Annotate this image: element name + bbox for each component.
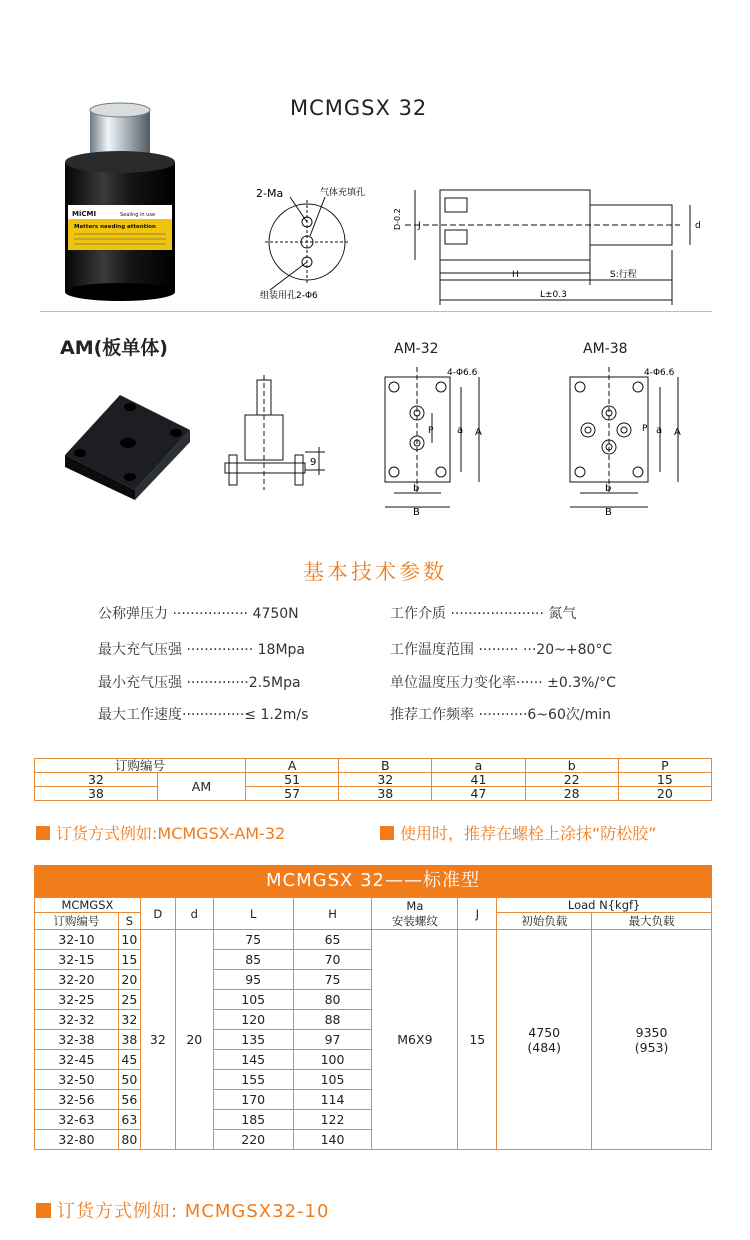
usage-tip-note [380, 821, 657, 844]
am-cell-b: 22 [525, 773, 618, 787]
label-ma: 2-Ma [256, 187, 284, 200]
spec-cell-H: 70 [293, 950, 372, 970]
am-cell-B: 38 [339, 787, 432, 801]
param-right-2: 工作温度范围 ········· ···20~+80°C [390, 642, 613, 658]
am38-dim-p: P [642, 424, 648, 434]
param-left-3: 最小充气压强 ··············2.5Mpa [98, 675, 301, 691]
spec-th-init: 初始负载 [497, 913, 592, 930]
spec-cell-L: 170 [213, 1090, 293, 1110]
spec-table-title: MCMGSX 32——标准型 [34, 865, 712, 897]
am-th-a: a [432, 759, 525, 773]
photo-label-heading: Matters needing attention [74, 224, 156, 230]
am38-dim-a: a [656, 425, 663, 436]
am-cell-code: 38 [35, 787, 158, 801]
spec-th-D: D [140, 898, 175, 930]
am-cell-a: 41 [432, 773, 525, 787]
am-th-code: 订购编号 [35, 759, 246, 773]
spec-cell-L: 85 [213, 950, 293, 970]
spec-th-J: J [458, 898, 497, 930]
am38-drawing [560, 365, 700, 515]
square-bullet-icon [36, 1203, 51, 1218]
am-plate-photo [60, 385, 195, 500]
max-load-kgf: (953) [634, 1039, 669, 1055]
spec-th-L: L [213, 898, 293, 930]
spec-cell-H: 114 [293, 1090, 372, 1110]
table-row [35, 773, 712, 787]
spec-cell-H: 140 [293, 1130, 372, 1150]
am32-drawing [375, 365, 505, 515]
init-load-n: 4750 [528, 1024, 561, 1040]
param-left-1: 公称弹压力 ················· 4750N [98, 606, 299, 622]
gas-spring-photo [60, 100, 200, 305]
table-row [35, 787, 712, 801]
spec-cell-ma: M6X9 [372, 930, 458, 1150]
am-cell-A: 51 [246, 773, 339, 787]
am38-dim-b: b [605, 483, 612, 494]
spec-cell-H: 65 [293, 930, 372, 950]
spec-cell-code: 32-15 [35, 950, 119, 970]
spec-th-model: MCMGSX [35, 898, 141, 913]
am-cell-B: 32 [339, 773, 432, 787]
spec-cell-L: 105 [213, 990, 293, 1010]
photo-label-top: Sealing in use [120, 212, 156, 218]
spec-th-s: S [118, 913, 140, 930]
label-fill-hole: 气体充填孔 [320, 188, 366, 198]
label-stroke: S:行程 [610, 270, 637, 280]
spec-cell-s: 20 [118, 970, 140, 990]
spec-cell-code: 32-38 [35, 1030, 119, 1050]
spec-cell-max-load [592, 930, 712, 1150]
spec-cell-s: 10 [118, 930, 140, 950]
am38-dim-big-b: B [605, 507, 612, 515]
spec-table [34, 897, 712, 1150]
spec-cell-s: 56 [118, 1090, 140, 1110]
spec-cell-code: 32-20 [35, 970, 119, 990]
param-right-1: 工作介质 ····················· 氮气 [390, 606, 577, 622]
init-load-kgf: (484) [527, 1039, 562, 1055]
table-row [35, 930, 712, 950]
spec-cell-H: 105 [293, 1070, 372, 1090]
am-table [34, 758, 712, 801]
footer-order-example [36, 1197, 329, 1223]
am38-label: AM-38 [583, 341, 628, 357]
params-title: 基本技术参数 [303, 560, 447, 584]
am-cell-P: 20 [618, 787, 711, 801]
spec-cell-H: 100 [293, 1050, 372, 1070]
spec-cell-s: 15 [118, 950, 140, 970]
footer-order-example-text: 订货方式例如: MCMGSX32-10 [57, 1201, 330, 1222]
param-left-2: 最大充气压强 ··············· 18Mpa [98, 642, 306, 658]
am-cell-P: 15 [618, 773, 711, 787]
dim-9: 9 [310, 457, 317, 468]
am38-dim-big-a: A [674, 427, 681, 438]
max-load-n: 9350 [635, 1024, 668, 1040]
spec-cell-H: 122 [293, 1110, 372, 1130]
spec-cell-L: 145 [213, 1050, 293, 1070]
cylinder-drawing [250, 180, 710, 305]
spec-cell-L: 135 [213, 1030, 293, 1050]
spec-cell-s: 32 [118, 1010, 140, 1030]
am-th-A: A [246, 759, 339, 773]
spec-cell-d: 20 [175, 930, 213, 1150]
spec-th-ma-sub: 安装螺纹 [391, 913, 438, 928]
spec-cell-code: 32-32 [35, 1010, 119, 1030]
spec-cell-s: 80 [118, 1130, 140, 1150]
am32-dim-b: b [413, 483, 420, 494]
spec-cell-H: 97 [293, 1030, 372, 1050]
am32-dim-a: a [457, 425, 464, 436]
am-cell-a: 47 [432, 787, 525, 801]
am32-dim-big-a: A [475, 427, 482, 438]
spec-th-H: H [293, 898, 372, 930]
square-bullet-icon [36, 826, 50, 840]
spec-th-max: 最大负载 [592, 913, 712, 930]
spec-cell-H: 88 [293, 1010, 372, 1030]
order-example-am-text: 订货方式例如:MCMGSX-AM-32 [56, 824, 286, 843]
am-th-B: B [339, 759, 432, 773]
am32-label: AM-32 [394, 341, 439, 357]
spec-cell-init-load [497, 930, 592, 1150]
am32-dim-big-b: B [413, 507, 420, 515]
spec-cell-s: 50 [118, 1070, 140, 1090]
page-title: MCMGSX 32 [290, 96, 428, 120]
spec-cell-L: 120 [213, 1010, 293, 1030]
spec-cell-L: 155 [213, 1070, 293, 1090]
am32-hole-note: 4-Φ6.6 [447, 368, 478, 378]
square-bullet-icon [380, 826, 394, 840]
am-table-header [35, 759, 712, 773]
spec-cell-code: 32-10 [35, 930, 119, 950]
spec-th-ma [372, 898, 458, 930]
section-divider [40, 311, 712, 312]
order-example-am-note [36, 821, 285, 844]
spec-cell-code: 32-25 [35, 990, 119, 1010]
spec-cell-L: 75 [213, 930, 293, 950]
spec-cell-s: 25 [118, 990, 140, 1010]
spec-cell-code: 32-63 [35, 1110, 119, 1130]
label-j: J [418, 221, 421, 231]
am-cell-b: 28 [525, 787, 618, 801]
am38-hole-note: 4-Φ6.6 [644, 368, 675, 378]
label-l: L±0.3 [540, 290, 567, 300]
spec-cell-code: 32-45 [35, 1050, 119, 1070]
spec-cell-D: 32 [140, 930, 175, 1150]
spec-header-row-1 [35, 898, 712, 913]
am-th-P: P [618, 759, 711, 773]
spec-cell-H: 75 [293, 970, 372, 990]
am-cell-am: AM [157, 773, 245, 801]
am-side-drawing [215, 375, 335, 500]
spec-cell-code: 32-80 [35, 1130, 119, 1150]
label-d02: D-0.2 [393, 208, 402, 230]
spec-th-d: d [175, 898, 213, 930]
spec-cell-H: 80 [293, 990, 372, 1010]
param-left-4: 最大工作速度··············≤ 1.2m/s [98, 707, 309, 723]
usage-tip-text: 使用时，推荐在螺栓上涂抹“防松胶” [400, 824, 657, 843]
spec-cell-code: 32-50 [35, 1070, 119, 1090]
am-title: AM(板单体) [60, 337, 168, 359]
spec-th-ma-label: Ma [406, 898, 424, 913]
label-mount-hole: 组装用孔2-Φ6 [260, 291, 318, 301]
am-cell-A: 57 [246, 787, 339, 801]
spec-cell-L: 185 [213, 1110, 293, 1130]
param-right-4: 推荐工作频率 ···········6~60次/min [390, 707, 611, 723]
spec-cell-s: 38 [118, 1030, 140, 1050]
spec-cell-code: 32-56 [35, 1090, 119, 1110]
am-cell-code: 32 [35, 773, 158, 787]
label-small-d: d [695, 221, 701, 231]
spec-th-load: Load N{kgf} [497, 898, 712, 913]
spec-cell-L: 220 [213, 1130, 293, 1150]
param-right-3: 单位温度压力变化率······ ±0.3%/°C [390, 675, 616, 691]
label-h: H [512, 270, 519, 280]
am32-dim-p: P [428, 426, 434, 436]
spec-cell-s: 63 [118, 1110, 140, 1130]
photo-brand: MiCMI [72, 210, 97, 218]
spec-cell-L: 95 [213, 970, 293, 990]
am-th-b: b [525, 759, 618, 773]
spec-cell-J: 15 [458, 930, 497, 1150]
spec-cell-s: 45 [118, 1050, 140, 1070]
spec-th-code: 订购编号 [35, 913, 119, 930]
